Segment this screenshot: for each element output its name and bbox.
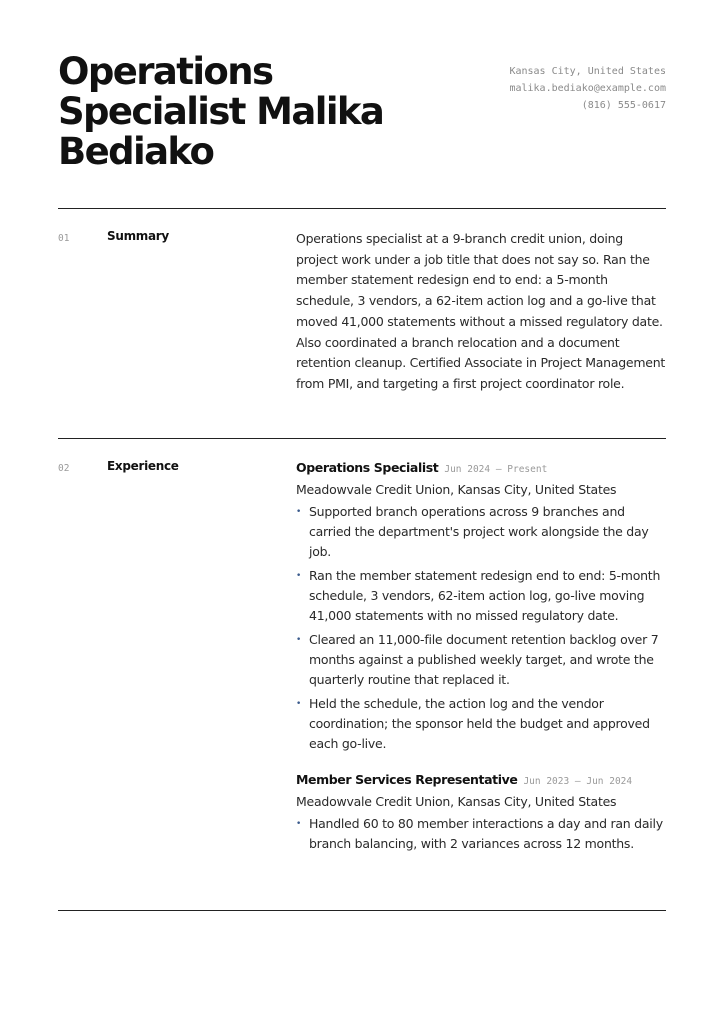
experience-body [296,458,668,858]
bullet-icon: • [296,507,302,517]
job-title: Operations Specialist [296,460,439,475]
divider-top [58,208,666,209]
job-bullet [296,694,668,754]
job-bullet-text: Handled 60 to 80 member interactions a day and ran daily branch balancing, with 2 variances across 12 months. [309,816,663,851]
contact-email[interactable]: malika.bediako@example.com [509,83,666,94]
summary-text: Operations specialist at a 9-branch credit union, doing project work under a job title that does not say so. Ran the member statement redesign end to end: a 5-month schedule, 3 vendors, a 62-item action log and a go-live that moved 41,000 statements without a missed regulatory date. Also coordinated a branch relocation and a document retention cleanup. Certified Associate in Project Management from PMI, and targeting a first project coordinator role. [296,231,666,391]
job-bullets [296,814,668,854]
job-bullet-text: Held the schedule, the action log and the vendor coordination; the sponsor held the budget and approved each go-live. [309,696,650,751]
job-bullet-text: Ran the member statement redesign end to end: 5-month schedule, 3 vendors, 62-item action log, go-live moving 41,000 statements with no missed regulatory date. [309,568,661,623]
job-bullet-text: Supported branch operations across 9 branches and carried the department's project work alongside the day job. [309,504,649,559]
job-dates: Jun 2023 — Jun 2024 [523,776,633,787]
job-bullet [296,566,668,626]
job-header [296,458,668,480]
job-bullet-text: Cleared an 11,000-file document retention backlog over 7 months against a published weekly target, and wrote the quarterly routine that replaced it. [309,632,659,687]
job-bullet [296,502,668,562]
job-bullet [296,630,668,690]
job-bullet [296,814,668,854]
divider-bottom [58,910,666,911]
job-organization: Meadowvale Credit Union, Kansas City, United States [296,794,617,809]
contact-phone[interactable]: (816) 555-0617 [581,100,666,111]
divider-middle [58,438,666,439]
job-organization: Meadowvale Credit Union, Kansas City, United States [296,482,617,497]
summary-section-number: 01 [58,233,70,244]
bullet-icon: • [296,635,302,645]
job-entry [296,770,668,854]
job-entry [296,458,668,754]
bullet-icon: • [296,699,302,709]
job-title: Member Services Representative [296,772,518,787]
summary-body [296,229,668,395]
job-bullets [296,502,668,754]
contact-location: Kansas City, United States [509,66,666,77]
experience-section-number: 02 [58,463,70,474]
summary-section-title: Summary [107,229,169,243]
bullet-icon: • [296,819,302,829]
bullet-icon: • [296,571,302,581]
job-dates: Jun 2024 — Present [444,464,548,475]
job-header [296,770,668,792]
contact-block [509,63,666,114]
experience-section-title: Experience [107,459,179,473]
candidate-name: Operations Specialist Malika Bediako [58,50,384,173]
